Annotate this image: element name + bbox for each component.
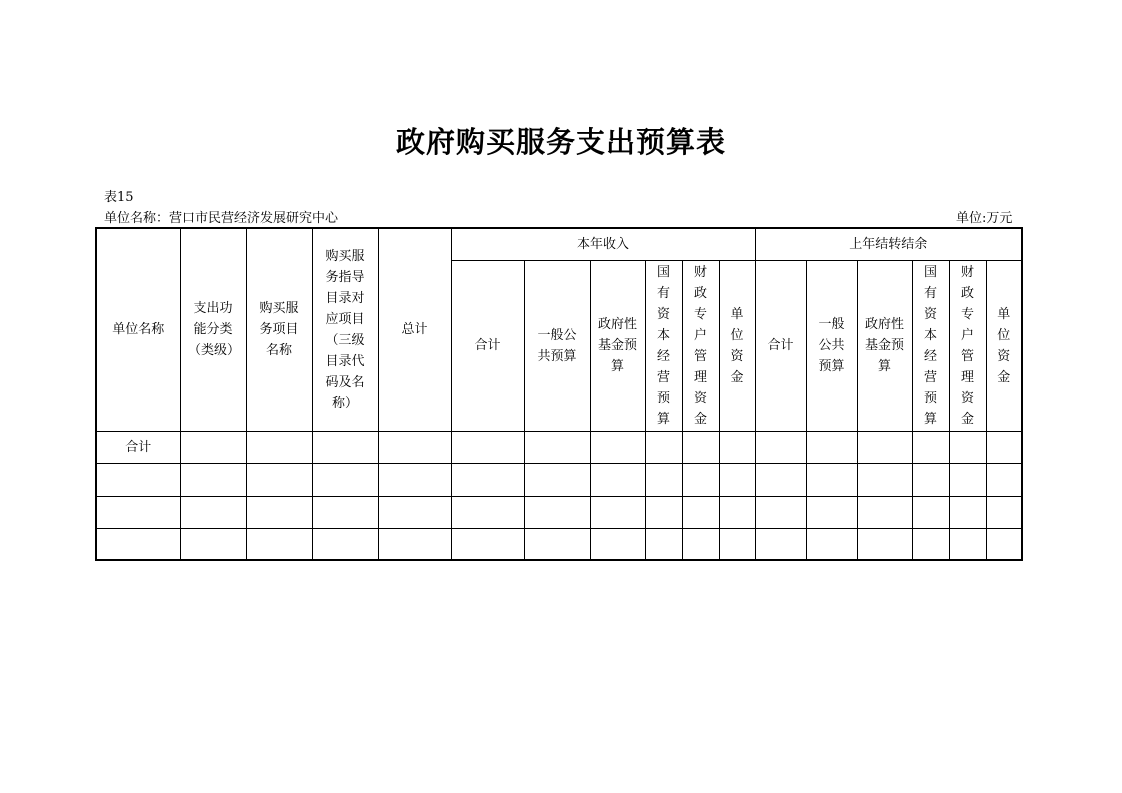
table-number: 表15 [104, 190, 134, 205]
table-cell [590, 431, 645, 463]
table-cell [719, 431, 755, 463]
table-cell [451, 528, 524, 560]
table-cell [857, 463, 912, 496]
table-cell [378, 463, 451, 496]
table-row [96, 528, 1022, 560]
table-cell [755, 431, 806, 463]
table-cell [986, 431, 1022, 463]
table-cell [806, 463, 857, 496]
header-total: 总计 [378, 228, 451, 431]
table-cell [246, 463, 312, 496]
table-row-total [96, 431, 1022, 463]
table-cell [312, 431, 378, 463]
table-cell [806, 496, 857, 528]
table-cell [180, 431, 246, 463]
table-cell [949, 463, 986, 496]
table-cell [719, 528, 755, 560]
table-cell [590, 496, 645, 528]
header-income-special-account: 财政专户管理资金 [682, 260, 719, 431]
table-cell [312, 496, 378, 528]
table-cell [645, 496, 682, 528]
table-cell [755, 463, 806, 496]
table-cell [524, 463, 590, 496]
table-cell [246, 496, 312, 528]
table-cell [755, 496, 806, 528]
row-label: 合计 [96, 431, 180, 463]
header-income-general-budget: 一般公共预算 [524, 260, 590, 431]
header-income-unit-funds: 单位资金 [719, 260, 755, 431]
table-cell [682, 463, 719, 496]
header-carryover-subtotal: 合计 [755, 260, 806, 431]
table-cell [682, 431, 719, 463]
table-cell [912, 496, 949, 528]
table-cell [949, 496, 986, 528]
header-income-subtotal: 合计 [451, 260, 524, 431]
table-cell [949, 431, 986, 463]
row-label [96, 496, 180, 528]
table-cell [451, 463, 524, 496]
table-cell [949, 528, 986, 560]
table-cell [719, 496, 755, 528]
table-cell [180, 528, 246, 560]
table-cell [986, 528, 1022, 560]
table-cell [857, 496, 912, 528]
header-function-class: 支出功能分类（类级） [180, 228, 246, 431]
table-cell [986, 496, 1022, 528]
table-cell [524, 431, 590, 463]
table-cell [246, 431, 312, 463]
table-cell [524, 496, 590, 528]
table-cell [451, 496, 524, 528]
unit-label: 单位:万元 [956, 211, 1013, 226]
header-carryover-fund-budget: 政府性基金预算 [857, 260, 912, 431]
table-cell [755, 528, 806, 560]
table-cell [912, 431, 949, 463]
budget-table [95, 227, 1023, 561]
table-cell [378, 496, 451, 528]
table-cell [857, 431, 912, 463]
table-cell [451, 431, 524, 463]
row-label [96, 528, 180, 560]
table-cell [645, 431, 682, 463]
table-cell [645, 528, 682, 560]
table-cell [524, 528, 590, 560]
header-project-name: 购买服务项目名称 [246, 228, 312, 431]
table-row [96, 496, 1022, 528]
table-cell [378, 431, 451, 463]
header-carryover-state-capital: 国有资本经营预算 [912, 260, 949, 431]
header-catalog-item: 购买服务指导目录对应项目（三级目录代码及名称） [312, 228, 378, 431]
table-cell [986, 463, 1022, 496]
header-income-fund-budget: 政府性基金预算 [590, 260, 645, 431]
header-prior-year-carryover: 上年结转结余 [755, 228, 1022, 260]
table-cell [312, 528, 378, 560]
table-cell [180, 463, 246, 496]
header-unit-name: 单位名称 [96, 228, 180, 431]
table-cell [806, 528, 857, 560]
header-income-state-capital: 国有资本经营预算 [645, 260, 682, 431]
table-cell [912, 528, 949, 560]
table-cell [312, 463, 378, 496]
header-carryover-general-budget: 一般公共预算 [806, 260, 857, 431]
row-label [96, 463, 180, 496]
page-title: 政府购买服务支出预算表 [395, 125, 726, 159]
table-cell [719, 463, 755, 496]
table-cell [378, 528, 451, 560]
table-cell [912, 463, 949, 496]
table-row [96, 463, 1022, 496]
unit-name-label: 单位名称：营口市民营经济发展研究中心 [104, 211, 339, 226]
table-cell [590, 528, 645, 560]
table-cell [180, 496, 246, 528]
header-carryover-unit-funds: 单位资金 [986, 260, 1022, 431]
table-cell [682, 496, 719, 528]
table-cell [246, 528, 312, 560]
table-cell [645, 463, 682, 496]
table-cell [806, 431, 857, 463]
table-cell [590, 463, 645, 496]
header-carryover-special-account: 财政专户管理资金 [949, 260, 986, 431]
table-cell [682, 528, 719, 560]
table-cell [857, 528, 912, 560]
header-current-year-income: 本年收入 [451, 228, 755, 260]
